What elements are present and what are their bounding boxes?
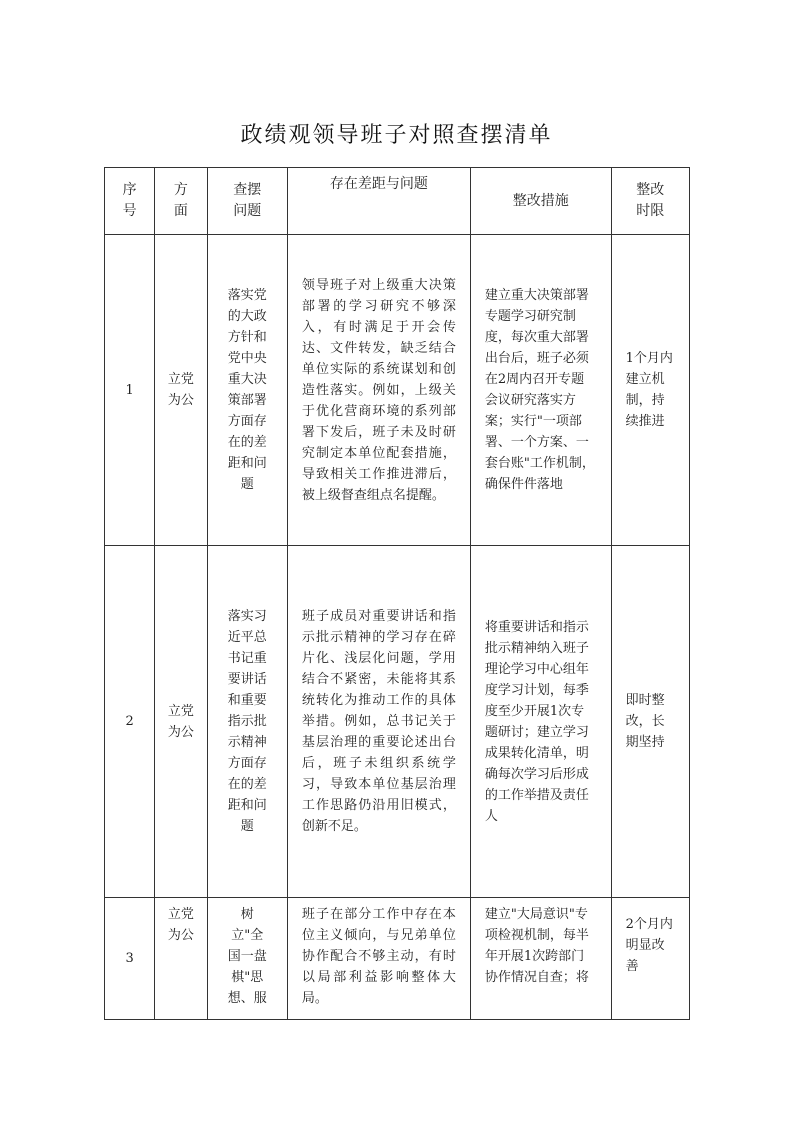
row-no: 1 <box>105 235 155 546</box>
checklist-table <box>104 167 690 1020</box>
header-problem: 存在差距与问题 <box>287 168 470 235</box>
row-problem: 领导班子对上级重大决策部署的学习研究不够深入，有时满足于开会传达、文件转发，缺乏结合单位实际的系统谋划和创造性落实。例如，上级关于优化营商环境的系列部署下发后，班子未及时研究制定本单位配套措施，导致相关工作推进滞后，被上级督查组点名提醒。 <box>287 235 470 546</box>
header-limit: 整改 时限 <box>611 168 689 235</box>
table-row <box>105 546 690 898</box>
row-measure: 建立"大局意识"专项检视机制，每半年开展1次跨部门协作情况自查；将 <box>470 898 611 1020</box>
row-aspect: 立党为公 <box>167 907 194 943</box>
row-issue: 树立"全国一盘棋"思想、服 <box>227 907 267 1006</box>
page-title: 政绩观领导班子对照查摆清单 <box>240 123 553 148</box>
row-aspect: 立党为公 <box>167 372 194 408</box>
row-issue: 落实党的大政方针和党中央重大决策部署方面存在的差距和问题 <box>227 288 267 492</box>
row-aspect-cell <box>155 235 207 546</box>
row-aspect-cell <box>155 898 207 1020</box>
table-row <box>105 898 690 1020</box>
row-issue-cell <box>207 898 287 1020</box>
table-row <box>105 235 690 546</box>
row-aspect: 立党为公 <box>167 703 194 740</box>
header-aspect: 方 面 <box>155 168 207 235</box>
row-issue-cell <box>207 235 287 546</box>
row-problem: 班子在部分工作中存在本位主义倾向，与兄弟单位协作配合不够主动，有时以局部利益影响整体大局。 <box>287 898 470 1020</box>
row-limit: 即时整改，长期坚持 <box>611 546 689 898</box>
row-measure: 将重要讲话和指示批示精神纳入班子理论学习中心组年度学习计划，每季度至少开展1次专题研讨；建立学习成果转化清单，明确每次学习后形成的工作举措及责任人 <box>470 546 611 898</box>
row-limit: 1个月内建立机制，持续推进 <box>611 235 689 546</box>
row-limit: 2个月内明显改善 <box>611 898 689 1020</box>
row-issue: 落实习近平总书记重要讲话和重要指示批示精神方面存在的差距和问题 <box>227 609 267 834</box>
row-no: 3 <box>105 898 155 1020</box>
header-no: 序 号 <box>105 168 155 235</box>
row-measure: 建立重大决策部署专题学习研究制度，每次重大部署出台后，班子必须在2周内召开专题会议研究落实方案；实行"一项部署、一个方案、一套台账"工作机制，确保件件落地 <box>470 235 611 546</box>
row-aspect-cell <box>155 546 207 898</box>
row-issue-cell <box>207 546 287 898</box>
table-header-row <box>105 168 690 235</box>
header-issue: 查摆 问题 <box>207 168 287 235</box>
header-measure: 整改措施 <box>470 168 611 235</box>
row-problem: 班子成员对重要讲话和指示批示精神的学习存在碎片化、浅层化问题，学用结合不紧密，未能将其系统转化为推动工作的具体举措。例如，总书记关于基层治理的重要论述出台后，班子未组织系统学习，导致本单位基层治理工作思路仍沿用旧模式，创新不足。 <box>287 546 470 898</box>
row-no: 2 <box>105 546 155 898</box>
